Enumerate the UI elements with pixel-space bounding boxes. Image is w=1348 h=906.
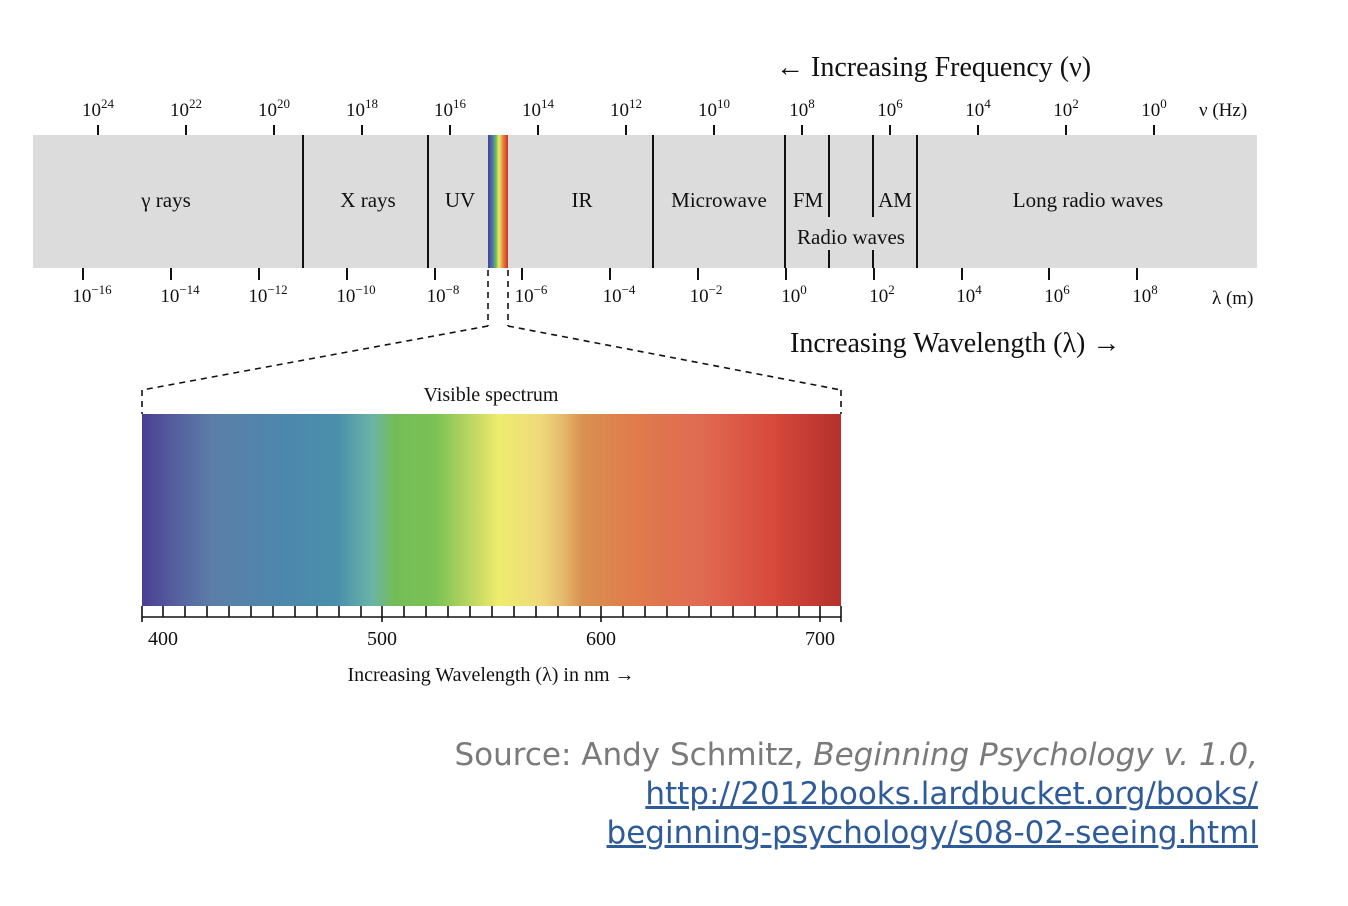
nm-label-500: 500	[367, 628, 397, 650]
region-microwave: Microwave	[671, 188, 767, 212]
nm-axis-caption: Increasing Wavelength (λ) in nm →	[347, 664, 635, 686]
frequency-ticks	[98, 125, 1154, 135]
source-citation	[454, 736, 1258, 853]
region-gamma-rays: γ rays	[141, 188, 191, 212]
region-x-rays: X rays	[340, 188, 396, 212]
freq-tick-label: $10^{10}$	[698, 96, 730, 121]
wl-tick-label: $10^{-8}$	[426, 282, 460, 307]
freq-tick-label: $10^8$	[789, 96, 815, 121]
wl-tick-label: $10^{-14}$	[160, 282, 200, 307]
wavelength-unit: λ (m)	[1212, 288, 1254, 309]
source-line	[454, 736, 1258, 775]
region-radio-waves: Radio waves	[797, 225, 905, 249]
wl-tick-label: $10^8$	[1132, 282, 1158, 307]
nm-label-400: 400	[148, 628, 178, 650]
freq-tick-label: $10^4$	[965, 96, 991, 121]
source-link-line1[interactable]: http://2012books.lardbucket.org/books/	[645, 776, 1258, 812]
wl-tick-label: $10^4$	[956, 282, 982, 307]
visible-rainbow-strip	[488, 135, 508, 268]
wl-tick-label: $10^{-6}$	[514, 282, 548, 307]
freq-tick-label: $10^{12}$	[610, 96, 642, 121]
freq-tick-label: $10^{18}$	[346, 96, 378, 121]
region-am: AM	[878, 188, 912, 212]
region-fm: FM	[792, 188, 824, 212]
freq-tick-label: $10^{14}$	[522, 96, 554, 121]
freq-tick-label: $10^6$	[877, 96, 903, 121]
visible-spectrum-title: Visible spectrum	[423, 384, 559, 406]
nm-label-600: 600	[586, 628, 616, 650]
nm-label-700: 700	[805, 628, 835, 650]
freq-tick-label: $10^0$	[1141, 96, 1167, 121]
wavelength-ticks	[83, 268, 1137, 280]
frequency-heading: ← Increasing Frequency (ν)	[776, 52, 1092, 83]
wavelength-heading: Increasing Wavelength (λ) →	[790, 328, 1121, 359]
wl-tick-label: $10^{-4}$	[602, 282, 636, 307]
wl-tick-label: $10^{-2}$	[689, 282, 723, 307]
wl-tick-label: $10^2$	[869, 282, 895, 307]
freq-tick-label: $10^{20}$	[258, 96, 290, 121]
source-title: Beginning Psychology v. 1.0,	[813, 737, 1258, 773]
region-long-radio-waves: Long radio waves	[1012, 188, 1164, 212]
wl-tick-label: $10^{-12}$	[248, 282, 288, 307]
nm-ruler	[142, 606, 841, 622]
region-uv: UV	[444, 188, 476, 212]
wl-tick-label: $10^{-16}$	[72, 282, 112, 307]
visible-spectrum-gradient	[142, 414, 841, 606]
source-prefix: Source: Andy Schmitz,	[454, 737, 814, 773]
wl-tick-label: $10^6$	[1044, 282, 1070, 307]
freq-tick-label: $10^{22}$	[170, 96, 202, 121]
region-ir: IR	[571, 188, 593, 212]
source-link-line2[interactable]: beginning-psychology/s08-02-seeing.html	[606, 815, 1258, 851]
freq-tick-label: $10^2$	[1053, 96, 1079, 121]
freq-tick-label: $10^{16}$	[434, 96, 466, 121]
wl-tick-label: $10^{-10}$	[336, 282, 376, 307]
wl-tick-label: $10^0$	[781, 282, 807, 307]
frequency-unit: ν (Hz)	[1199, 100, 1248, 121]
freq-tick-label: $10^{24}$	[82, 96, 114, 121]
